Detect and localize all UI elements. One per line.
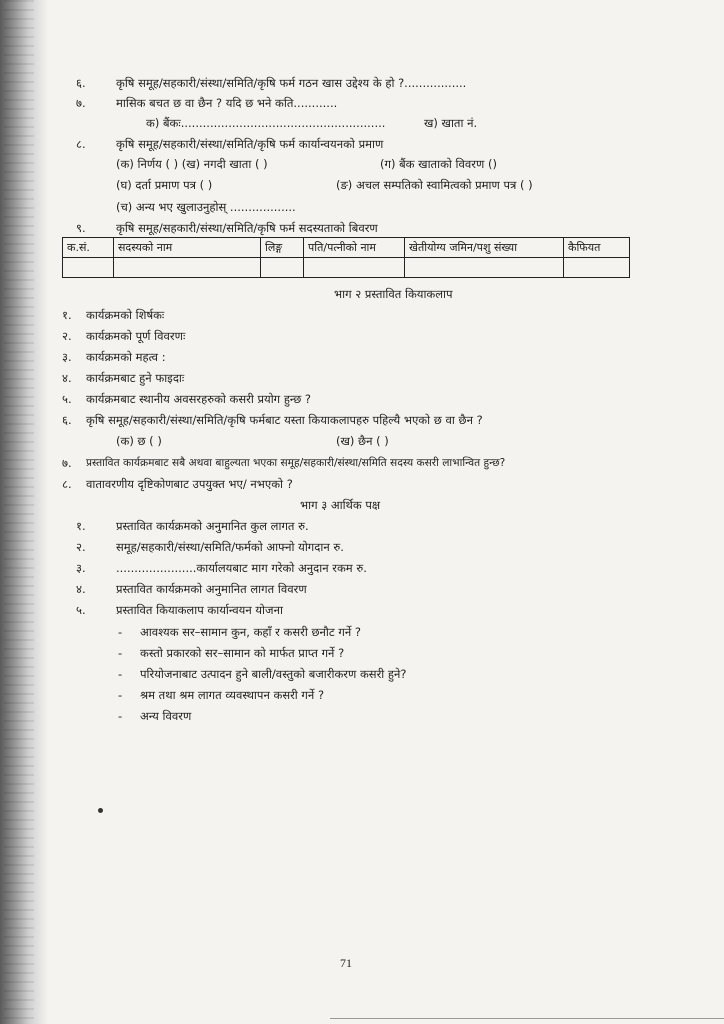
- proof-option: (ङ) अचल सम्पतिको स्वामित्वको प्रमाण पत्र ( ): [336, 178, 533, 192]
- proof-option: (ग) बैंक खाताको विवरण (): [380, 157, 497, 171]
- item-text: प्रस्तावित कार्यक्रमको अनुमानित कुल लागत रु.: [116, 519, 309, 533]
- item-number: ३.: [76, 561, 86, 575]
- item-text: कृषि समूह/सहकारी/संस्था/समिति/कृषि फर्म कार्यान्वयनको प्रमाण: [116, 137, 384, 151]
- account-number-field: ख) खाता नं.: [424, 116, 478, 130]
- item-number: ७.: [76, 96, 86, 110]
- membership-table: [62, 237, 630, 278]
- bullet-dash: -: [118, 625, 123, 639]
- item-text: कृषि समूह/सहकारी/संस्था/समिति/कृषि फर्म सदस्यताको बिवरण: [116, 221, 378, 235]
- item-number: ८.: [76, 137, 86, 151]
- plan-sub-item: परियोजनाबाट उत्पादन हुने बाली/वस्तुको बजारीकरण कसरी हुने?: [140, 667, 407, 681]
- item-text: प्रस्तावित कियाकलाप कार्यान्वयन योजना: [116, 603, 283, 617]
- proof-option: (च) अन्य भए खुलाउनुहोस् ..................: [116, 200, 296, 214]
- plan-sub-item: श्रम तथा श्रम लागत व्यवस्थापन कसरी गर्ने ?: [140, 688, 325, 702]
- item-text: प्रस्तावित कार्यक्रमबाट सबै अथवा बाहुल्यता भएका समूह/सहकारी/संस्था/समिति सदस्य कसरी लाभान्वित हुन्छ?: [86, 457, 506, 469]
- item-number: ७.: [62, 456, 72, 470]
- item-number: ८.: [62, 477, 72, 491]
- column-header: पति/पत्नीको नाम: [304, 238, 405, 258]
- item-number: ६.: [76, 76, 86, 90]
- item-number: ६.: [62, 413, 72, 427]
- ink-dot: [98, 808, 103, 813]
- column-header: क.सं.: [63, 238, 114, 258]
- item-number: ५.: [62, 392, 72, 406]
- bullet-dash: -: [118, 709, 123, 723]
- column-header: कैफियत: [564, 238, 630, 258]
- column-header: खेतीयोग्य जमिन/पशु संख्या: [405, 238, 564, 258]
- item-text: कार्यक्रमबाट हुने फाइदाः: [86, 371, 185, 385]
- bank-name-field: क) बैंकः........................................................: [146, 116, 386, 130]
- item-number: ५.: [76, 603, 86, 617]
- plan-sub-item: कस्तो प्रकारको सर–सामान को मार्फत प्राप्त गर्ने ?: [140, 646, 345, 660]
- answer-option-yes: (क) छ ( ): [116, 434, 162, 448]
- part2-heading: भाग २ प्रस्तावित कियाकलाप: [334, 287, 453, 301]
- item-text: ......................कार्यालयबाट माग गरेको अनुदान रकम रु.: [116, 561, 367, 575]
- item-number: ३.: [62, 350, 72, 364]
- item-number: १.: [62, 308, 72, 322]
- item-text: कृषि समूह/सहकारी/संस्था/समिति/कृषि फर्मबाट यस्ता कियाकलापहरु पहिल्यै भएको छ वा छैन ?: [86, 413, 483, 427]
- column-header: सदस्यको नाम: [114, 238, 261, 258]
- part3-heading: भाग ३ आर्थिक पक्ष: [300, 498, 381, 512]
- item-number: २.: [62, 329, 72, 343]
- table-header-row: [63, 238, 630, 258]
- bullet-dash: -: [118, 646, 123, 660]
- item-number: ९.: [76, 221, 86, 235]
- item-text: मासिक बचत छ वा छैन ? यदि छ भने कति............: [116, 96, 338, 110]
- bullet-dash: -: [118, 688, 123, 702]
- table-cell: [564, 258, 630, 278]
- item-text: प्रस्तावित कार्यक्रमको अनुमानित लागत विवरण: [116, 582, 307, 596]
- plan-sub-item: अन्य विवरण: [140, 709, 192, 723]
- item-number: ४.: [62, 371, 72, 385]
- item-text: वातावरणीय दृष्टिकोणबाट उपयुक्त भए/ नभएको ?: [86, 477, 293, 491]
- item-number: ४.: [76, 582, 86, 596]
- item-number: २.: [76, 540, 86, 554]
- scan-bottom-edge: [330, 1018, 724, 1019]
- item-number: १.: [76, 519, 86, 533]
- plan-sub-item: आवश्यक सर–सामान कुन, कहाँ र कसरी छनौट गर्ने ?: [140, 625, 361, 639]
- table-cell: [63, 258, 114, 278]
- proof-option: (घ) दर्ता प्रमाण पत्र ( ): [116, 178, 213, 192]
- item-text: कार्यक्रमको महत्व :: [86, 350, 166, 364]
- item-text: कार्यक्रमको शिर्षकः: [86, 308, 165, 322]
- column-header: लिङ्ग: [261, 238, 304, 258]
- proof-option: (क) निर्णय ( ) (ख) नगदी खाता ( ): [116, 157, 268, 171]
- answer-option-no: (ख) छैन ( ): [336, 434, 389, 448]
- bullet-dash: -: [118, 667, 123, 681]
- table-cell: [304, 258, 405, 278]
- item-text: कार्यक्रमको पूर्ण विवरणः: [86, 329, 186, 343]
- page-number: 71: [340, 956, 352, 970]
- table-cell: [405, 258, 564, 278]
- table-row: [63, 258, 630, 278]
- item-text: कार्यक्रमबाट स्थानीय अवसरहरुको कसरी प्रयोग हुन्छ ?: [86, 392, 312, 406]
- item-text: कृषि समूह/सहकारी/संस्था/समिति/कृषि फर्म गठन खास उद्देश्य के हो ?.................: [116, 76, 467, 90]
- table-cell: [261, 258, 304, 278]
- item-text: समूह/सहकारी/संस्था/समिति/फर्मको आफ्नो योगदान रु.: [116, 540, 344, 554]
- table-cell: [114, 258, 261, 278]
